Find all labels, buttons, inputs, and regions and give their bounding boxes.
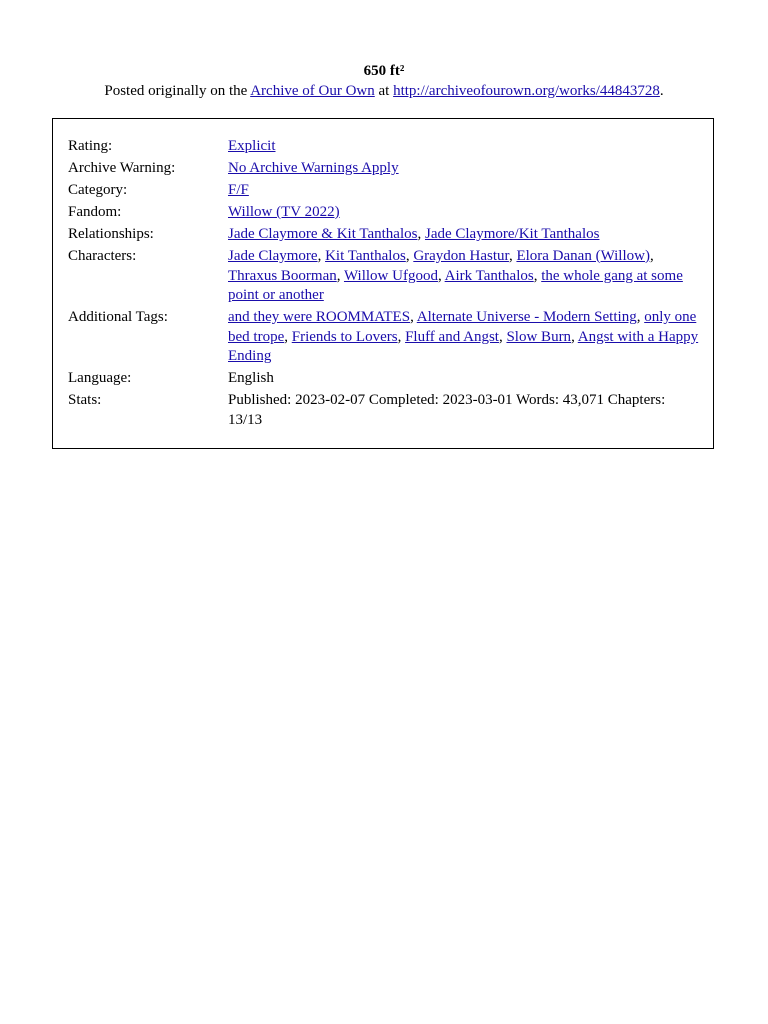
tag-link[interactable]: the whole gang at some point or another	[228, 267, 683, 304]
metadata-box	[52, 118, 714, 449]
tag-link[interactable]: and they were ROOMMATES	[228, 309, 411, 326]
warning-label: Archive Warning:	[68, 159, 176, 176]
tag-link[interactable]: Willow Ufgood	[343, 267, 438, 284]
work-title: 650 ft²	[363, 63, 405, 79]
category-value	[228, 181, 702, 201]
tag-link[interactable]: Jade Claymore & Kit Tanthalos	[228, 225, 418, 242]
stats-row	[68, 391, 708, 430]
characters-value: Jade Claymore, Kit Tanthalos, Graydon Hastur, Elora Danan (Willow), Thraxus Boorman, Willow Ufgood, Airk Tanthalos, the whole gang at some point or another	[228, 247, 683, 304]
characters-row	[68, 247, 708, 306]
language-row	[68, 369, 708, 389]
posted-prefix: Posted originally on the	[104, 83, 251, 99]
fandom-row	[68, 203, 708, 223]
rating-row	[68, 137, 708, 157]
relationships-value: Jade Claymore & Kit Tanthalos, Jade Claymore/Kit Tanthalos	[228, 225, 600, 242]
tag-link[interactable]: No Archive Warnings Apply	[228, 159, 399, 176]
tags-value: and they were ROOMMATES, Alternate Universe - Modern Setting, only one bed trope, Friends to Lovers, Fluff and Angst, Slow Burn, Angst with a Happy Ending	[228, 309, 699, 365]
warning-value	[228, 159, 702, 179]
tag-link[interactable]: Thraxus Boorman	[228, 267, 337, 284]
posted-mid: at	[374, 83, 394, 99]
tag-link[interactable]: F/F	[228, 181, 249, 198]
category-label: Category:	[68, 181, 128, 198]
tag-link[interactable]: Jade Claymore/Kit Tanthalos	[424, 225, 600, 242]
tag-link[interactable]: Jade Claymore	[228, 247, 318, 264]
tag-link[interactable]: Willow (TV 2022)	[228, 203, 340, 220]
language-value: English	[228, 370, 274, 387]
relationships-label: Relationships:	[68, 225, 154, 242]
posted-suffix: .	[659, 83, 664, 99]
tags-label: Additional Tags:	[68, 309, 168, 326]
tag-link[interactable]: Airk Tanthalos	[444, 267, 534, 284]
characters-label: Characters:	[68, 247, 137, 264]
category-row	[68, 181, 708, 201]
rating-value	[228, 137, 702, 157]
posted-line	[0, 82, 768, 101]
work-url-link[interactable]: http://archiveofourown.org/works/44843728	[393, 83, 660, 99]
fandom-value	[228, 203, 702, 223]
warning-row	[68, 159, 708, 179]
language-label: Language:	[68, 370, 132, 387]
tag-link[interactable]: Slow Burn	[506, 328, 572, 345]
tag-link[interactable]: Fluff and Angst	[405, 328, 499, 345]
tags-row	[68, 308, 708, 367]
tag-link[interactable]: Explicit	[228, 138, 276, 154]
tag-link[interactable]: Graydon Hastur	[413, 247, 509, 264]
relationships-row	[68, 225, 708, 245]
stats-label: Stats:	[68, 392, 102, 409]
tag-link[interactable]: Kit Tanthalos	[325, 247, 406, 264]
rating-label: Rating:	[68, 138, 113, 154]
tag-link[interactable]: only one bed trope	[228, 309, 697, 345]
fandom-label: Fandom:	[68, 203, 122, 220]
work-header	[0, 0, 768, 101]
archive-link[interactable]: Archive of Our Own	[250, 83, 375, 99]
tag-link[interactable]: Elora Danan (Willow)	[516, 247, 650, 264]
tag-link[interactable]: Friends to Lovers	[291, 328, 398, 345]
tag-link[interactable]: Alternate Universe - Modern Setting	[416, 309, 637, 326]
metadata-list	[68, 137, 708, 433]
stats-value: Published: 2023-02-07 Completed: 2023-03-01 Words: 43,071 Chapters: 13/13	[228, 392, 666, 428]
tag-link[interactable]: Angst with a Happy Ending	[228, 328, 699, 365]
